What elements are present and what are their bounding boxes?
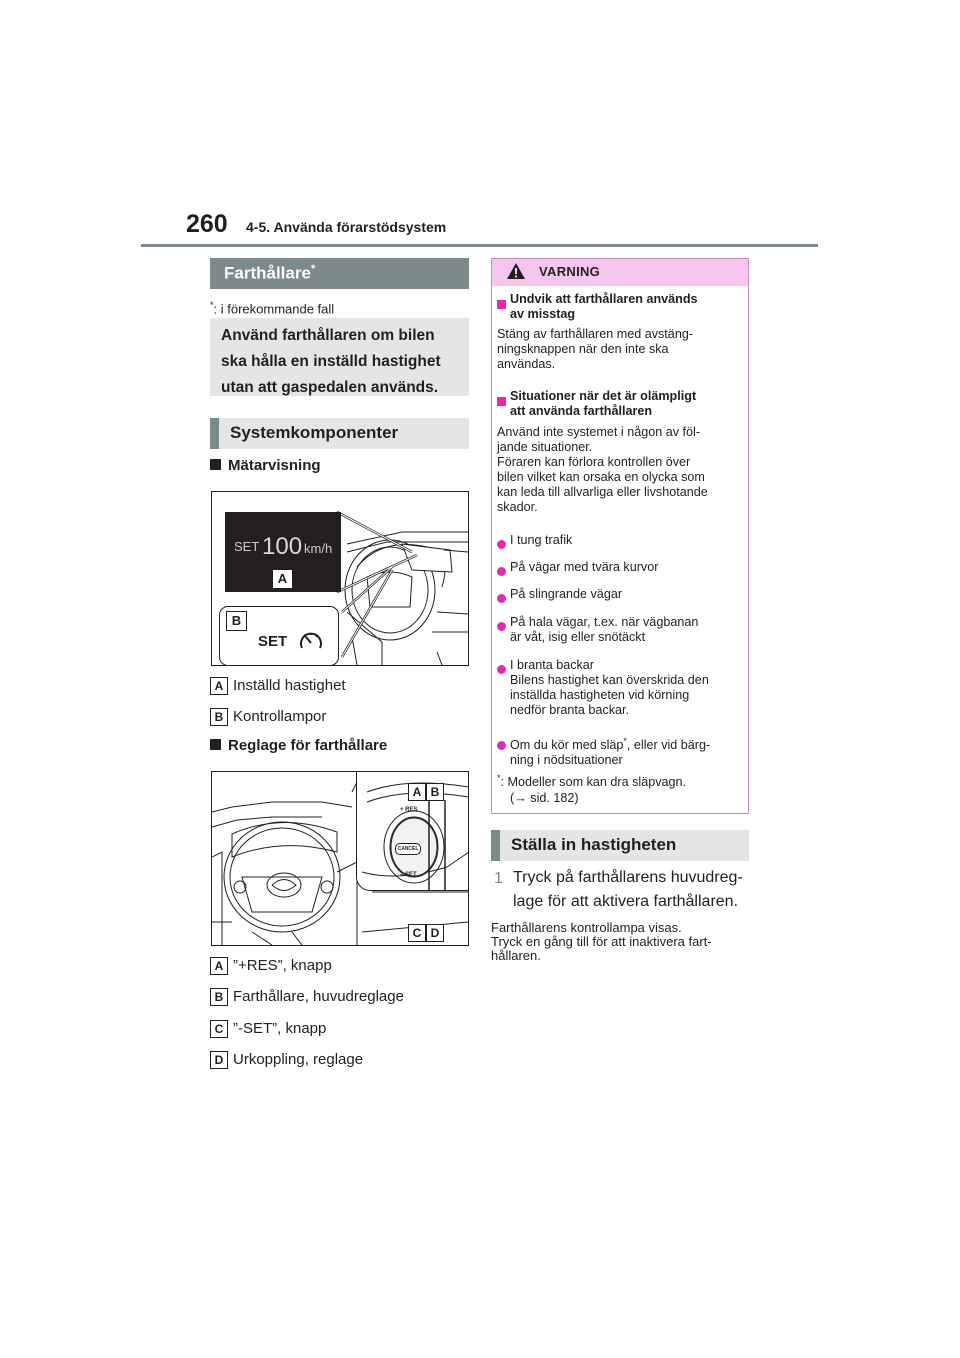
caption-text: Kontrollampor (233, 708, 327, 725)
meter-heading (210, 457, 321, 474)
meter-heading-text: Mätarvisning (228, 457, 321, 474)
warning-header (492, 259, 748, 286)
pink-dot-bullet-icon (497, 661, 506, 679)
caption-text: Farthållare, huvudreglage (233, 988, 404, 1005)
intro-line: utan att gaspedalen används. (221, 379, 439, 396)
footnote-mark: * (497, 773, 501, 783)
pink-dot-bullet-icon (497, 737, 506, 755)
caption-label: B (210, 708, 228, 726)
pink-square-bullet-icon (497, 296, 506, 314)
caption-text: Inställd hastighet (233, 677, 346, 694)
indicator-panel (219, 606, 339, 666)
warning-text-part: Om du kör med släp (510, 738, 624, 753)
warning-bullet: I tung trafik (510, 533, 573, 547)
footnote-mark: * (210, 300, 214, 310)
availability-footnote (210, 300, 334, 316)
pink-dot-bullet-icon (497, 536, 506, 554)
pink-dot-bullet-icon (497, 590, 506, 608)
display-speed: 100 (262, 533, 303, 560)
warning-bullet (510, 734, 710, 768)
footnote-text: : Modeller som kan dra släpvagn. (500, 775, 687, 790)
warning-line: skador. (497, 500, 538, 514)
section-heading-text: Ställa in hastigheten (511, 835, 677, 854)
control-heading-text: Reglage för farthållare (228, 737, 388, 754)
warning-line: Undvik att farthållaren används (510, 292, 698, 306)
warning-bullet: På slingrande vägar (510, 587, 623, 601)
caption-text: ”-SET”, knapp (233, 1020, 327, 1037)
main-heading (210, 258, 469, 289)
display-set-text: SET (234, 539, 260, 554)
warning-line: av misstag (510, 307, 576, 321)
label-b-badge: B (226, 611, 247, 631)
label-c-badge: C (408, 924, 426, 942)
section-heading-set-speed (491, 830, 749, 861)
warning-line: ning i nödsituationer (510, 753, 623, 768)
page-number: 260 (186, 210, 228, 238)
set-button: – SET (400, 872, 417, 878)
warning-line: På hala vägar, t.ex. när vägbanan (510, 615, 699, 629)
control-figure (211, 771, 469, 946)
warning-line: ningsknappen när den inte ska (497, 342, 669, 356)
header-rule (141, 244, 818, 247)
warning-line: inställda hastigheten vid körning (510, 688, 690, 702)
pink-dot-bullet-icon (497, 618, 506, 636)
step-text (513, 866, 743, 914)
warning-line: Föraren kan förlora kontrollen över (497, 455, 691, 469)
page-reference-link[interactable]: (→ sid. 182) (510, 791, 579, 805)
section-heading-components (210, 418, 469, 449)
section-heading-text: Systemkomponenter (230, 423, 399, 442)
intro-line: ska hålla en inställd hastighet (221, 353, 441, 370)
indicator-set-text: SET (258, 633, 288, 650)
warning-triangle-icon (506, 262, 526, 280)
footnote-mark: * (623, 736, 627, 746)
warning-item2-title (510, 389, 696, 419)
pink-square-bullet-icon (497, 393, 506, 411)
caption-text: ”+RES”, knapp (233, 957, 332, 974)
caption-label: B (210, 988, 228, 1006)
cancel-button: CANCEL (395, 843, 421, 855)
main-heading-text: Farthållare (224, 263, 311, 283)
warning-line: I branta backar (510, 658, 595, 672)
label-d-badge: D (426, 924, 444, 942)
control-heading (210, 737, 387, 754)
footnote-text: : i förekommande fall (213, 301, 335, 317)
note-line: hållaren. (491, 948, 541, 963)
caption-label: C (210, 1020, 228, 1038)
warning-line: jande situationer. (497, 440, 593, 454)
label-a-badge: A (272, 569, 293, 589)
warning-line: bilen vilket kan orsaka en olycka som (497, 470, 705, 484)
label-b-badge: B (426, 783, 444, 801)
square-bullet-icon (210, 459, 221, 470)
step-line: lage för att aktivera farthållaren. (513, 893, 739, 910)
warning-bullet: På vägar med tvära kurvor (510, 560, 659, 574)
cruise-control-icon (298, 629, 324, 653)
warning-line: nedför branta backar. (510, 703, 630, 717)
meter-display-panel (225, 512, 341, 592)
caption-label: A (210, 957, 228, 975)
warning-line: Stäng av farthållaren med avstäng- (497, 327, 694, 341)
warning-line: Använd inte systemet i någon av föl- (497, 425, 701, 439)
step-line: Tryck på farthållarens huvudreg- (513, 869, 743, 886)
square-bullet-icon (210, 739, 221, 750)
pink-dot-bullet-icon (497, 563, 506, 581)
note-line: Tryck en gång till för att inaktivera fart- (491, 934, 712, 949)
warning-item1-title (510, 292, 698, 322)
warning-title: VARNING (539, 264, 601, 279)
caption-text: Urkoppling, reglage (233, 1051, 364, 1068)
warning-item1-body (497, 327, 693, 372)
chapter-title: 4-5. Använda förarstödsystem (246, 219, 447, 235)
warning-line: användas. (497, 357, 556, 371)
warning-line (510, 734, 710, 753)
warning-line: är våt, isig eller snötäckt (510, 630, 646, 644)
warning-line: att använda farthållaren (510, 404, 653, 418)
warning-text-part: , eller vid bärg- (626, 738, 711, 753)
warning-bullet (510, 658, 709, 718)
caption-label: A (210, 677, 228, 695)
res-button: + RES (400, 807, 418, 813)
warning-line: kan leda till allvarliga eller livshotande (497, 485, 708, 499)
warning-item2-body (497, 425, 708, 515)
warning-bullet (510, 615, 698, 645)
note-line: Farthållarens kontrollampa visas. (491, 920, 682, 935)
warning-line: Bilens hastighet kan överskrida den (510, 673, 709, 687)
step-number: 1 (494, 870, 503, 887)
intro-line: Använd farthållaren om bilen (221, 327, 435, 344)
intro-box (210, 318, 469, 396)
meter-figure (211, 491, 469, 666)
label-a-badge: A (408, 783, 426, 801)
warning-line: Situationer när det är olämpligt (510, 389, 697, 403)
warning-footnote (497, 771, 686, 790)
caption-label: D (210, 1051, 228, 1069)
step-note (491, 921, 712, 963)
main-heading-mark: * (310, 263, 316, 275)
display-unit: km/h (304, 541, 333, 556)
